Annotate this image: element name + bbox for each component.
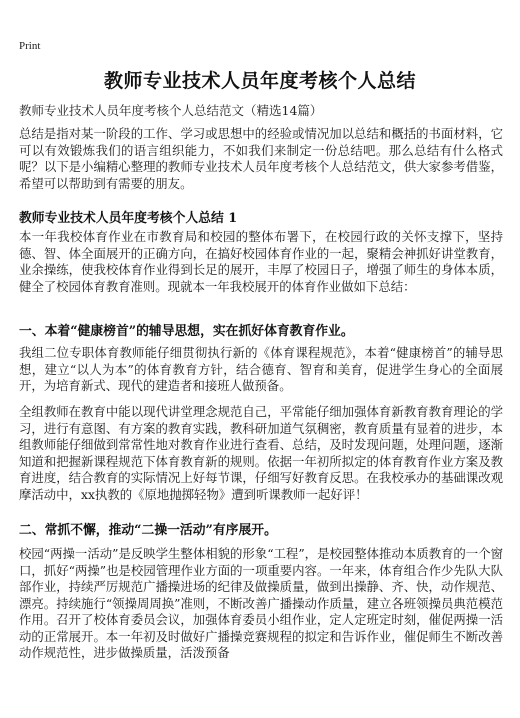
document-title: 教师专业技术人员年度考核个人总结 bbox=[103, 70, 416, 92]
intro-paragraph: 总结是指对某一阶段的工作、学习或思想中的经验或情况加以总结和概括的书面材料，它可以有效锻炼我们的语言组织能力，不如我们来制定一份总结吧。那么总结有什么格式呢？以下是小编精心整理的教师专业技术人员年度考核个人总结范文，供大家参考借鉴，希望可以帮助到有需要的朋友。 bbox=[19, 126, 503, 191]
heading-2: 二、常抓不懈，推动“二操一活动”有序展开。 bbox=[19, 523, 277, 538]
body-paragraph-4: 校园“两操一活动”是反映学生整体相貌的形象“工程”，是校园整体推动本质教育的一个窗口，抓好“两操”也是校园管理作业方面的一项重要内容。一年来，体育组合作少先队大队部作业，持续严厉规范广播操进场的纪律及做操质量，做到出操静、齐、快，动作规范、漂亮。持续施行“领操周周换”准则，不断改善广播操动作质量，建立各班领操员典范模范作用。召开了校体育委员会议，加强体育委员小组作业，定人定班定时刻，催促两操一活动的正常展开。本一年初及时做好广播操竞赛规程的拟定和告诉作业，催促师生不断改善动作规范性，进步做操质量，活泼预备 bbox=[19, 546, 503, 660]
body-paragraph-2: 我组二位专职体育教师能仔细贯彻执行新的《体育课程规范》，本着“健康榜首”的辅导思想，建立“以人为本”的体育教育方针，结合德育、智育和美育，促进学生身心的全面展开，为培育新式、现代的建造者和接班人做预备。 bbox=[19, 345, 503, 393]
section-title: 教师专业技术人员年度考核个人总结 1 bbox=[19, 211, 238, 226]
body-paragraph-1: 本一年我校体育作业在市教育局和校园的整体布署下，在校园行政的关怀支撑下，坚持德、智、体全面展开的正确方向，在搞好校园体育作业的一起，聚精会神抓好讲堂教育，业余操练，使我校体育作业得到长足的展开，丰厚了校园日子，增强了师生的身体本质，健全了校园体育教育准则。现就本一年我校展开的体育作业做如下总结： bbox=[19, 229, 503, 294]
print-label[interactable]: Print bbox=[19, 40, 41, 52]
heading-1: 一、本着“健康榜首”的辅导思想，实在抓好体育教育作业。 bbox=[19, 324, 354, 339]
document-subtitle: 教师专业技术人员年度考核个人总结范文（精选14篇） bbox=[19, 103, 323, 118]
body-paragraph-3: 全组教师在教育中能以现代讲堂理念规范自己，平常能仔细加强体育新教育教育理论的学习，进行有意图、有方案的教育实践，教科研加道气氛稠密，教育质量有显着的进步，本组教师能仔细做到常常性地对教育作业进行查看、总结，及时发现问题，处理问题，逐渐知道和把握新课程规范下体育教育新的规则。依据一年初所拟定的体育教育作业方案及教育进度，结合教育的实际情况上好每节课，仔细写好教育反思。在我校承办的基础课改观摩活动中，xx执教的《原地抛掷轻物》遭到听课教师一起好评！ bbox=[19, 404, 503, 502]
